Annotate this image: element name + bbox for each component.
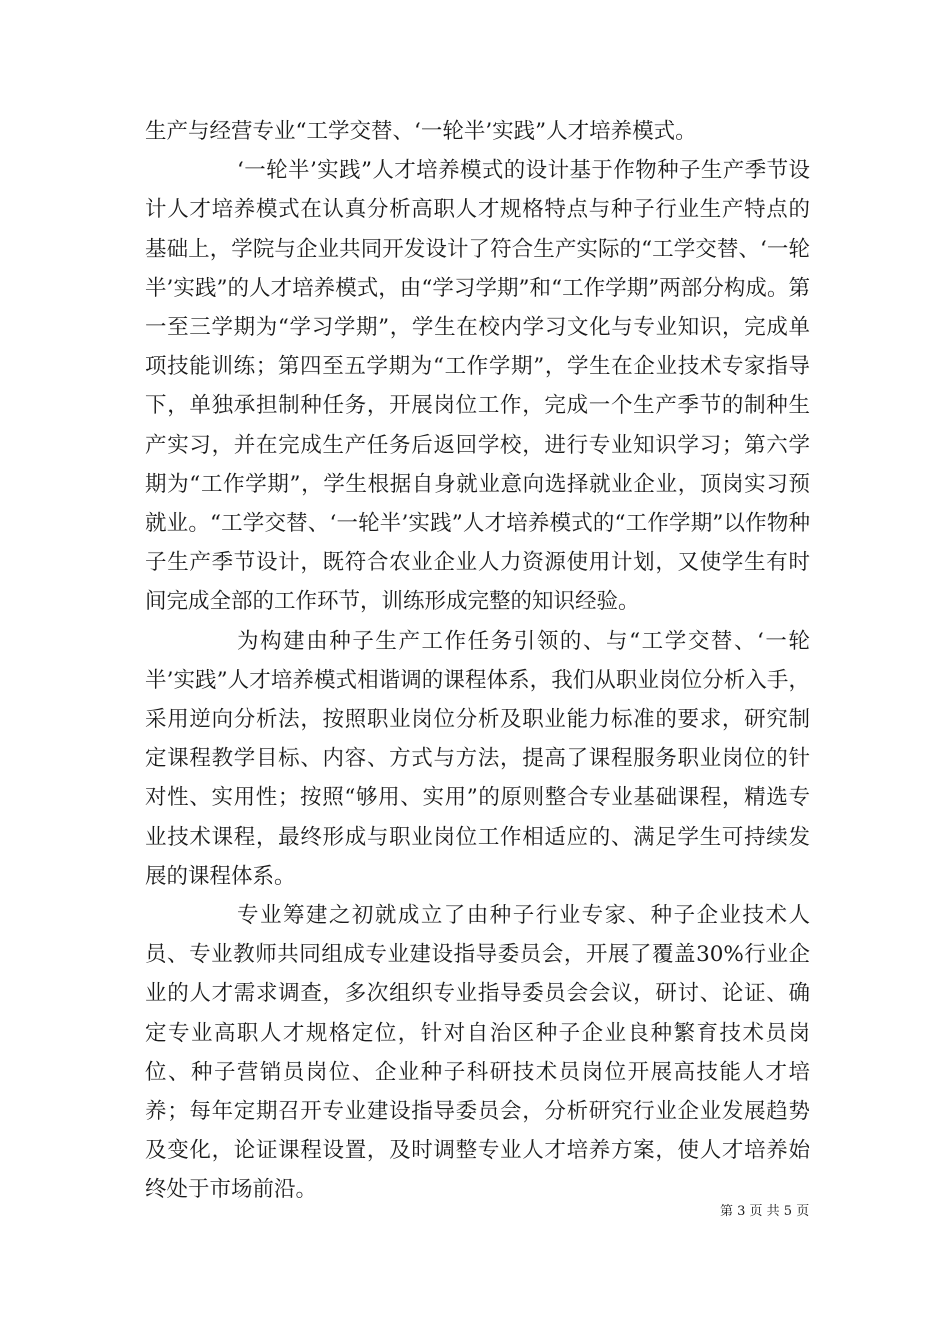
document-body [145,112,810,1210]
paragraph-curriculum-system: 为构建由种子生产工作任务引领的、与“工学交替、‘一轮半’实践”人才培养模式相谐调的课程体系，我们从职业岗位分析入手，采用逆向分析法，按照职业岗位分析及职业能力标准的要求，研究制定课程教学目标、内容、方式与方法，提高了课程服务职业岗位的针对性、实用性；按照“够用、实用”的原则整合专业基础课程，精选专业技术课程，最终形成与职业岗位工作相适应的、满足学生可持续发展的课程体系。 [145,628,810,889]
paragraph-training-model: ‘一轮半’实践”人才培养模式的设计基于作物种子生产季节设计人才培养模式在认真分析高职人才规格特点与种子行业生产特点的基础上，学院与企业共同开发设计了符合生产实际的“工学交替、‘一轮半’实践”的人才培养模式，由“学习学期”和“工作学期”两部分构成。第一至三学期为“学习学期”，学生在校内学习文化与专业知识，完成单项技能训练；第四至五学期为“工作学期”，学生在企业技术专家指导下，单独承担制种任务，开展岗位工作，完成一个生产季节的制种生产实习，并在完成生产任务后返回学校，进行专业知识学习；第六学期为“工作学期”，学生根据自身就业意向选择就业企业，顶岗实习预就业。“工学交替、‘一轮半’实践”人才培养模式的“工作学期”以作物种子生产季节设计，既符合农业企业人力资源使用计划，又使学生有时间完成全部的工作环节，训练形成完整的知识经验。 [145,158,810,615]
page-number-footer: 第 3 页 共 5 页 [720,1204,810,1219]
paragraph-steering-committee: 专业筹建之初就成立了由种子行业专家、种子企业技术人员、专业教师共同组成专业建设指导委员会，开展了覆盖30%行业企业的人才需求调查，多次组织专业指导委员会会议，研讨、论证、确定专业高职人才规格定位，针对自治区种子企业良种繁育技术员岗位、种子营销员岗位、企业种子科研技术员岗位开展高技能人才培养；每年定期召开专业建设指导委员会，分析研究行业企业发展趋势及变化，论证课程设置，及时调整专业人才培养方案，使人才培养始终处于市场前沿。 [145,903,810,1203]
paragraph-continuation: 生产与经营专业“工学交替、‘一轮半’实践”人才培养模式。 [145,119,697,144]
